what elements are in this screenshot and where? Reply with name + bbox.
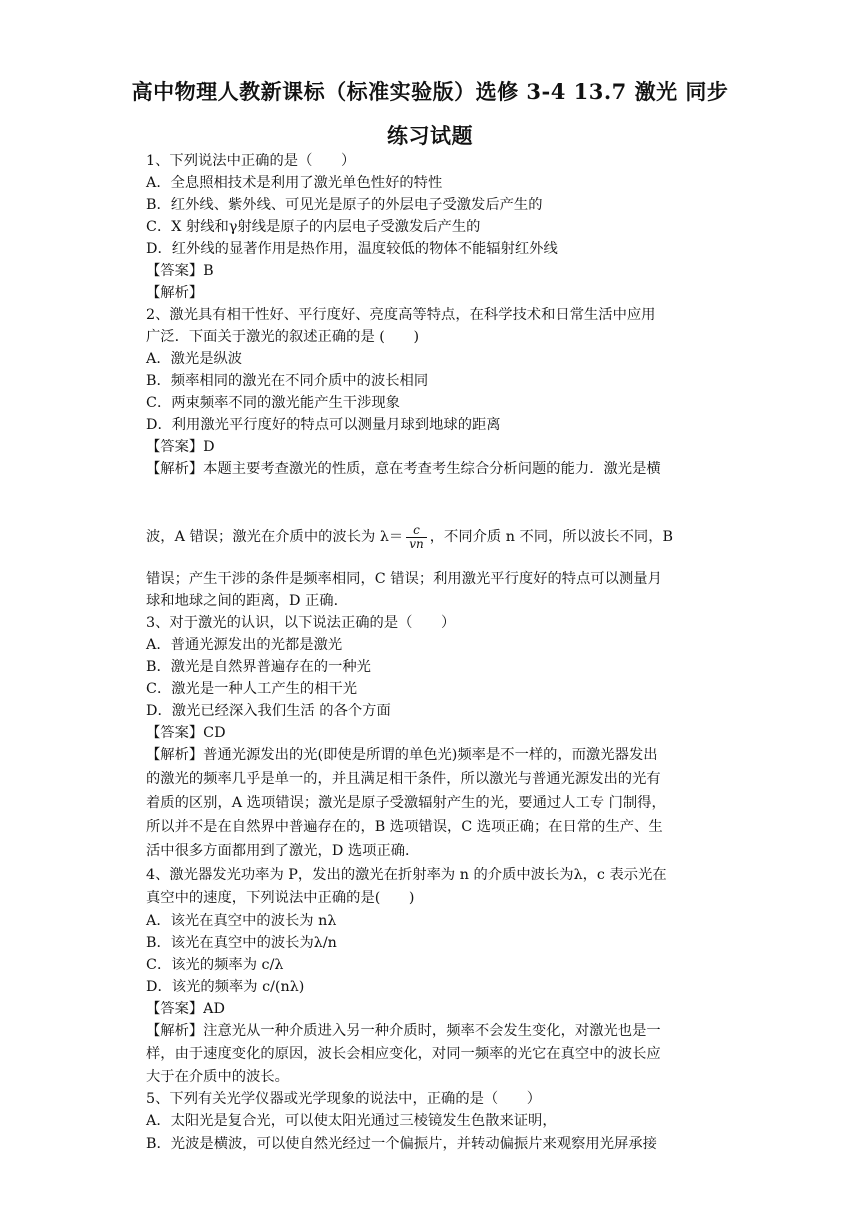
text-line: D．激光已经深入我们生活 的各个方面 [146, 703, 391, 719]
text-line: 5、下列有关光学仪器或光学现象的说法中，正确的是（ ） [146, 1091, 542, 1107]
text-line: 2、激光具有相干性好、平行度好、亮度高等特点，在科学技术和日常生活中应用 [146, 307, 656, 323]
text-line: A．激光是纵波 [146, 351, 243, 367]
text-line: C．激光是一种人工产生的相干光 [146, 681, 358, 697]
text-line: 4、激光器发光功率为 P，发出的激光在折射率为 n 的介质中波长为λ，c 表示光在 [146, 867, 667, 883]
text-line: 样，由于速度变化的原因，波长会相应变化，对同一频率的光它在真空中的波长应 [146, 1046, 661, 1062]
formula-lead-text: 波，A 错误；激光在介质中的波长为 λ＝ [146, 529, 404, 545]
analysis-line: 【解析】 [146, 285, 204, 301]
wavelength-fraction [406, 524, 427, 551]
text-line: 的激光的频率几乎是单一的，并且满足相干条件，所以激光与普通光源发出的光有 [146, 771, 661, 787]
text-line: 1、下列说法中正确的是（ ） [146, 153, 356, 169]
text-line: A．全息照相技术是利用了激光单色性好的特性 [146, 175, 443, 191]
text-line: A．普通光源发出的光都是激光 [146, 637, 343, 653]
text-line: 错误；产生干涉的条件是频率相同，C 错误；利用激光平行度好的特点可以测量月 [146, 571, 662, 587]
text-line: 所以并不是在自然界中普遍存在的，B 选项错误，C 选项正确；在日常的生产、生 [146, 819, 663, 835]
text-line: 球和地球之间的距离，D 正确． [146, 593, 348, 609]
text-line: 广泛．下面关于激光的叙述正确的是 ( ) [146, 329, 420, 345]
text-line: 真空中的速度，下列说法中正确的是( ) [146, 890, 415, 906]
text-line: 着质的区别，A 选项错误；激光是原子受激辐射产生的光，要通过人工专 门制得， [146, 795, 666, 811]
text-line: D．该光的频率为 c/(nλ) [146, 979, 305, 995]
formula-tail-text: ，不同介质 n 不同，所以波长不同，B [429, 529, 674, 545]
text-line: A．太阳光是复合光，可以使太阳光通过三棱镜发生色散来证明， [146, 1113, 557, 1129]
answer-line: 【答案】B [146, 263, 214, 279]
text-line: C．X 射线和γ射线是原子的内层电子受激发后产生的 [146, 219, 481, 235]
text-line: B．该光在真空中的波长为λ/n [146, 935, 337, 951]
text-line: 活中很多方面都用到了激光，D 选项正确． [146, 843, 420, 859]
text-line: A．该光在真空中的波长为 nλ [146, 913, 337, 929]
text-line: D．红外线的显著作用是热作用，温度较低的物体不能辐射红外线 [146, 241, 558, 257]
text-line: C．该光的频率为 c/λ [146, 957, 284, 973]
answer-line: 【答案】D [146, 439, 215, 455]
text-line: B．红外线、紫外线、可见光是原子的外层电子受激发后产生的 [146, 197, 543, 213]
text-line: 大于在介质中的波长。 [146, 1069, 289, 1085]
formula-line [146, 521, 673, 553]
fraction-denominator: vn [409, 536, 424, 551]
text-line: B．频率相同的激光在不同介质中的波长相同 [146, 373, 429, 389]
fraction-numerator: c [406, 524, 427, 538]
analysis-line: 【解析】普通光源发出的光(即使是所谓的单色光)频率是不一样的，而激光器发出 [146, 747, 658, 763]
text-line: B．光波是横波，可以使自然光经过一个偏振片，并转动偏振片来观察用光屏承接 [146, 1136, 657, 1152]
document-title-line-1: 高中物理人教新课标（标准实验版）选修 3-4 13.7 激光 同步 [131, 79, 729, 104]
text-line: C．两束频率不同的激光能产生干涉现象 [146, 395, 400, 411]
analysis-line: 【解析】注意光从一种介质进入另一种介质时，频率不会发生变化，对激光也是一 [146, 1023, 661, 1039]
answer-line: 【答案】CD [146, 725, 226, 741]
document-title-line-2: 练习试题 [387, 123, 473, 148]
text-line: B．激光是自然界普遍存在的一种光 [146, 659, 371, 675]
answer-line: 【答案】AD [146, 1001, 225, 1017]
text-line: D．利用激光平行度好的特点可以测量月球到地球的距离 [146, 417, 501, 433]
text-line: 3、对于激光的认识，以下说法正确的是（ ） [146, 615, 456, 631]
analysis-line: 【解析】本题主要考查激光的性质，意在考查考生综合分析问题的能力．激光是横 [146, 461, 661, 477]
